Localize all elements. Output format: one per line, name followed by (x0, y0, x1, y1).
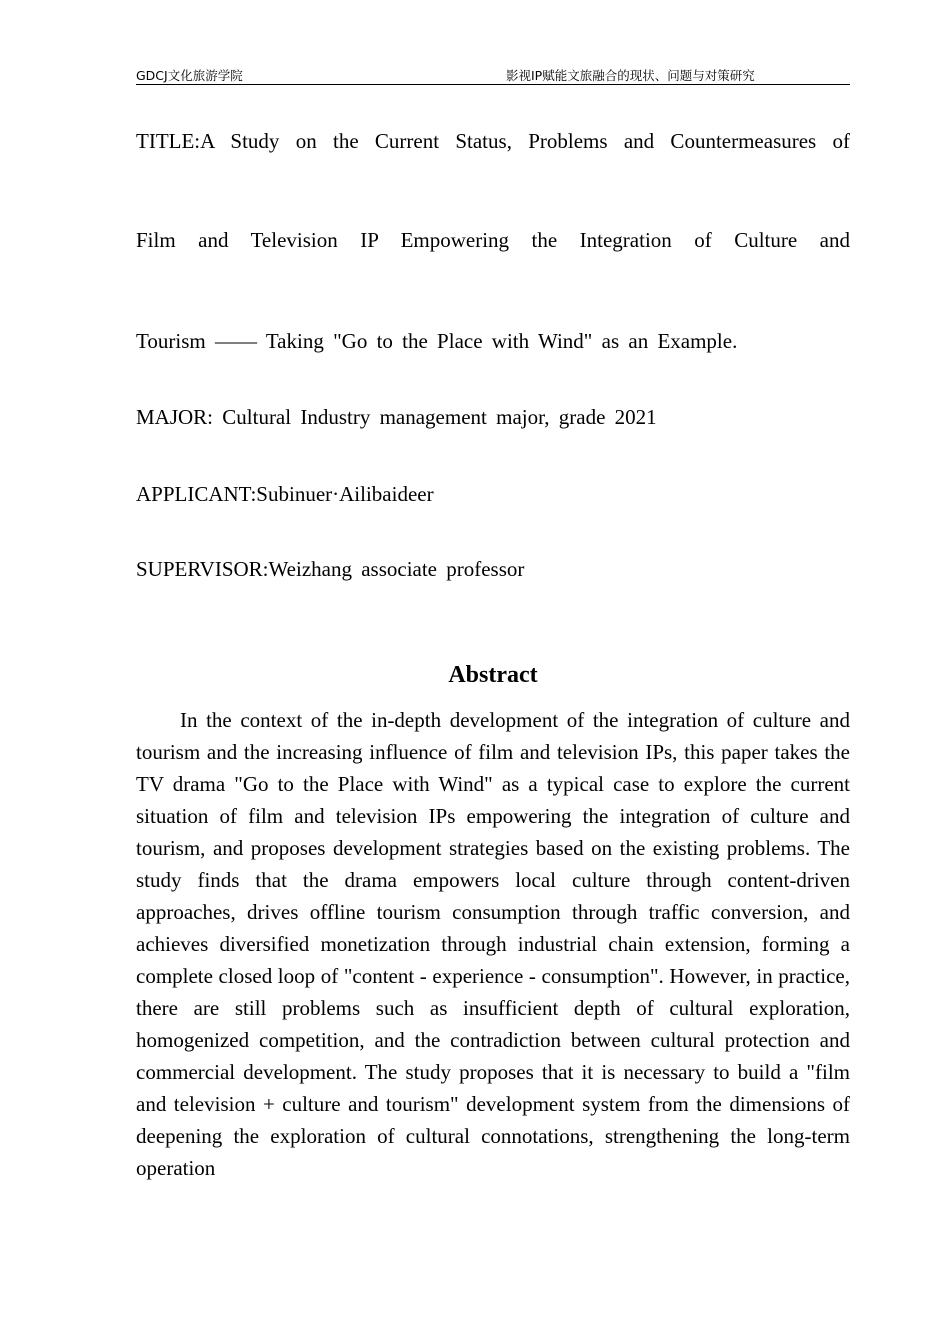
major-line: MAJOR: Cultural Industry management major, grade 2021 (136, 405, 657, 429)
applicant-line: APPLICANT:Subinuer·Ailibaideer (136, 482, 434, 506)
page-header (136, 68, 850, 85)
title-line-2: Film and Television IP Empowering the Integration of Culture and (136, 228, 850, 252)
header-paper-title: 影视IP赋能文旅融合的现状、问题与对策研究 (506, 68, 755, 83)
abstract-text: In the context of the in-depth development of the integration of culture and tourism and the increasing influence of film and television IPs, this paper takes the TV drama "Go to the Place with Wind" as a typical case to explore the current situation of film and television IPs empowering the integration of culture and tourism, and proposes development strategies based on the existing problems. The study finds that the drama empowers local culture through content-driven approaches, drives offline tourism consumption through traffic conversion, and achieves diversified monetization through industrial chain extension, forming a complete closed loop of "content - experience - consumption". However, in practice, there are still problems such as insufficient depth of cultural exploration, homogenized competition, and the contradiction between cultural protection and commercial development. The study proposes that it is necessary to build a "film and television + culture and tourism" development system from the dimensions of deepening the exploration of cultural connotations, strengthening the long-term operation (136, 708, 850, 1180)
abstract-heading: Abstract (448, 662, 538, 688)
title-line-1: TITLE:A Study on the Current Status, Problems and Countermeasures of (136, 129, 850, 153)
title-line-3: Tourism —— Taking "Go to the Place with Wind" as an Example. (136, 329, 738, 353)
supervisor-line: SUPERVISOR:Weizhang associate professor (136, 557, 525, 581)
header-institution: GDCJ文化旅游学院 (136, 68, 243, 83)
